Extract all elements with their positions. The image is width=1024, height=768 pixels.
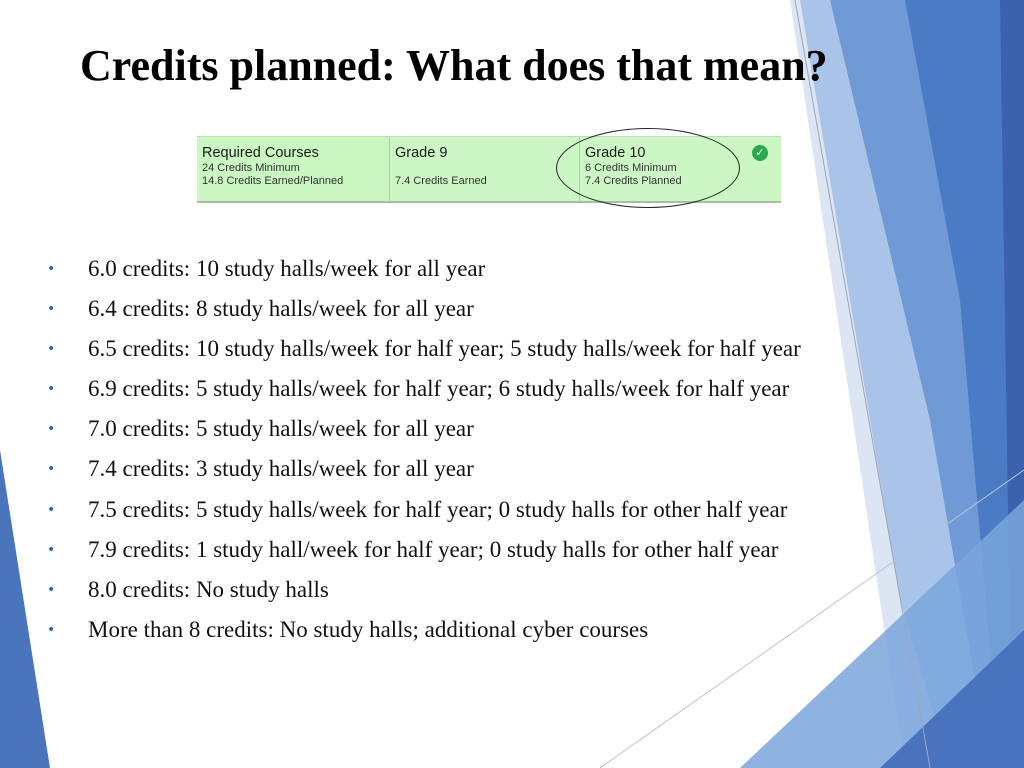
slide-title: Credits planned: What does that mean?: [80, 41, 828, 90]
bullet-text: 6.0 credits: 10 study halls/week for all year: [88, 256, 486, 281]
bullet-icon: •: [47, 301, 56, 318]
bullet-text: 8.0 credits: No study halls: [88, 576, 329, 602]
bullet-text: 6.9 credits: 5 study halls/week for half year; 6 study halls/week for half year: [88, 376, 790, 402]
bullet-icon: •: [47, 581, 56, 598]
column-line: 6 Credits Minimum: [585, 162, 677, 174]
bullet-icon: •: [47, 381, 56, 398]
column-heading: Grade 10: [585, 145, 646, 161]
grade-9-column: [390, 137, 580, 201]
bullet-text: 7.4 credits: 3 study halls/week for all year: [88, 456, 474, 482]
bullet-icon: •: [47, 421, 56, 438]
bullet-icon: •: [47, 501, 56, 518]
column-line: 24 Credits Minimum: [202, 162, 300, 174]
bullet-text: 7.5 credits: 5 study halls/week for half year; 0 study halls for other half year: [88, 496, 788, 522]
check-circle-icon: ✓: [752, 145, 768, 161]
column-heading: Required Courses: [202, 145, 319, 161]
bullet-icon: •: [47, 621, 56, 638]
left-edge-shape: [0, 450, 50, 768]
required-courses-column: [197, 137, 390, 201]
bullet-text: 7.0 credits: 5 study halls/week for all year: [88, 416, 474, 442]
bullet-text: More than 8 credits: No study halls; additional cyber courses: [88, 616, 649, 642]
bullet-text: 7.9 credits: 1 study hall/week for half year; 0 study halls for other half year: [88, 536, 779, 562]
column-line: 7.4 Credits Planned: [585, 175, 682, 187]
column-heading: Grade 9: [395, 145, 448, 161]
bullet-icon: •: [47, 341, 56, 358]
column-line: 14.8 Credits Earned/Planned: [202, 175, 344, 187]
bullet-text: 6.4 credits: 8 study halls/week for all year: [88, 296, 474, 322]
bullet-text: 6.5 credits: 10 study halls/week for half year; 5 study halls/week for half year: [88, 336, 801, 362]
column-line: 7.4 Credits Earned: [395, 175, 487, 187]
bullet-icon: •: [47, 541, 56, 558]
highlight-circle: [556, 128, 740, 208]
bullet-icon: •: [47, 261, 56, 277]
bullet-icon: •: [47, 461, 56, 478]
